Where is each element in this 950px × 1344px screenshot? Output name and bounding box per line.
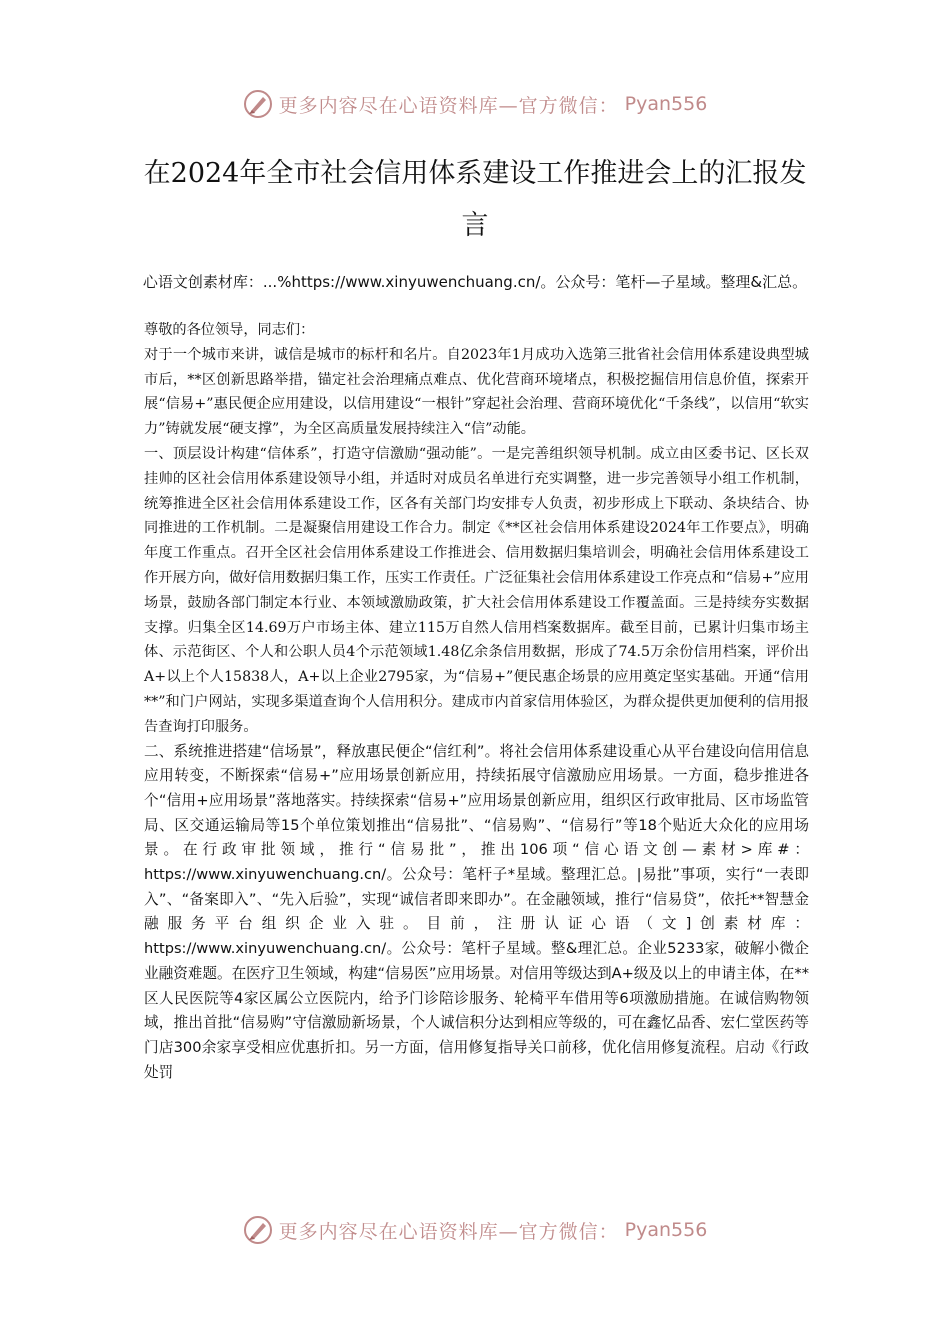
header-watermark-banner	[0, 84, 950, 124]
paragraph-intro: 对于一个城市来讲，诚信是城市的标杆和名片。自2023年1月成功入选第三批省社会信用体系建设典型城市后，**区创新思路举措，锚定社会治理痛点难点、优化营商环境堵点，积极挖掘信用信息价值，探索开展“信易+”惠民便企应用建设，以信用建设“一根针”穿起社会治理、营商环境优化“千条线”，以信用“软实力”铸就发展“硬支撑”，为全区高质量发展持续注入“信”动能。	[144, 346, 809, 438]
document-body	[144, 318, 809, 1085]
paragraph-section-one: 一、顶层设计构建“信体系”，打造守信激励“强动能”。一是完善组织领导机制。成立由区委书记、区长双挂帅的区社会信用体系建设领导小组，并适时对成员名单进行充实调整，进一步完善领导小组工作机制，统筹推进全区社会信用体系建设工作，区各有关部门均安排专人负责，初步形成上下联动、条块结合、协同推进的工作机制。二是凝聚信用建设工作合力。制定《**区社会信用体系建设2024年工作要点》，明确年度工作重点。召开全区社会信用体系建设工作推进会、信用数据归集培训会，明确社会信用体系建设工作开展方向，做好信用数据归集工作，压实工作责任。广泛征集社会信用体系建设工作亮点和“信易+”应用场景，鼓励各部门制定本行业、本领域激励政策，扩大社会信用体系建设工作覆盖面。三是持续夯实数据支撑。归集全区14.69万户市场主体、建立115万自然人信用档案数据库。截至目前，已累计归集市场主体、示范街区、个人和公职人员4个示范领域1.48亿余条信用数据，形成了74.5万余份信用档案，评价出A+以上个人15838人，A+以上企业2795家，为“信易+”便民惠企场景的应用奠定坚实基础。开通“信用**”和门户网站，实现多渠道查询个人信用积分。建成市内首家信用体验区，为群众提供更加便利的信用报告查询打印服务。	[144, 445, 809, 735]
pen-logo-icon	[243, 1215, 273, 1245]
header-banner-text: 更多内容尽在心语资料库—官方微信：	[278, 94, 619, 117]
salutation: 尊敬的各位领导，同志们：	[144, 322, 315, 338]
document-title: 在2024年全市社会信用体系建设工作推进会上的汇报发言	[143, 158, 807, 241]
header-banner-wechat-id: Pyan556	[624, 93, 708, 115]
paragraph-section-two: 二、系统推进搭建“信场景”，释放惠民便企“信红利”。将社会信用体系建设重心从平台建设向信用信息应用转变，不断探索“信易+”应用场景创新应用，持续拓展守信激励应用场景。一方面，稳步推进各个“信用+应用场景”落地落实。持续探索“信易+”应用场景创新应用，组织区行政审批局、区市场监管局、区交通运输局等15个单位策划推出“信易批”、“信易购”、“信易行”等18个贴近大众化的应用场景。在行政审批领域，推行“信易批”，推出106项“信心语文创—素材>库#：https://www.xinyuwenchuang.cn/。公众号：笔杆子*星域。整理汇总。|易批”事项，实行“一表即入”、“备案即入”、“先入后验”，实现“诚信者即来即办”。在金融领域，推行“信易贷”，依托**智慧金融服务平台组织企业入驻。目前，注册认证心语（文]创素材库：https://www.xinyuwenchuang.cn/。公众号：笔杆子星域。整&理汇总。企业5233家，破解小微企业融资难题。在医疗卫生领域，构建“信易医”应用场景。对信用等级达到A+级及以上的申请主体，在**区人民医院等4家区属公立医院内，给予门诊陪诊服务、轮椅平车借用等6项激励措施。在诚信购物领域，推出首批“信易购”守信激励新场景，个人诚信积分达到相应等级的，可在鑫忆品香、宏仁堂医药等门店300余家享受相应优惠折扣。另一方面，信用修复指导关口前移，优化信用修复流程。启动《行政处罚	[144, 742, 809, 1081]
footer-banner-wechat-id: Pyan556	[624, 1219, 708, 1241]
source-line: 心语文创素材库：...%https://www.xinyuwenchuang.cn/。公众号：笔杆—子星域。整理&汇总。	[142, 273, 808, 291]
footer-banner-text: 更多内容尽在心语资料库—官方微信：	[278, 1220, 619, 1243]
footer-watermark-banner	[0, 1210, 950, 1250]
pen-logo-icon	[243, 89, 273, 119]
